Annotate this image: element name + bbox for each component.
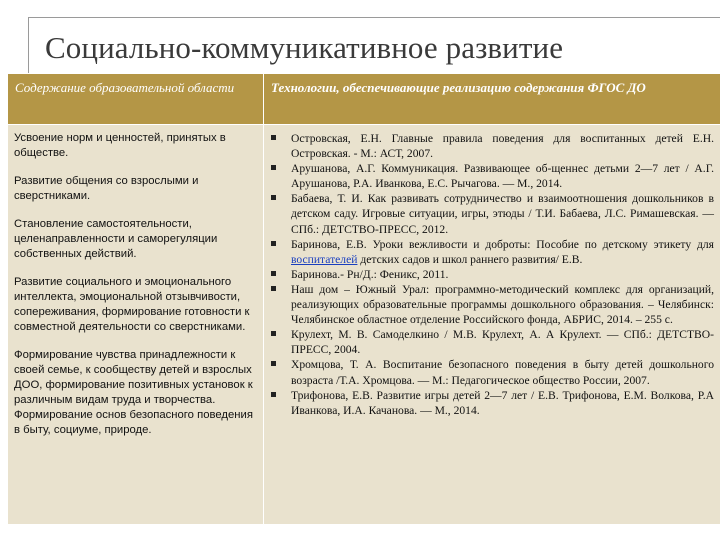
content-item: Формирование чувства принадлежности к своей семье, к сообществу детей и взрослых ДОО, формирование позитивных установок к различным видам труда и творчества. Формирование основ безопасного поведения в быту, социуме, природе. [14, 349, 253, 436]
header-left: Содержание образовательной области [8, 74, 264, 125]
square-bullet-icon [271, 271, 276, 276]
content-item: Развитие социального и эмоционального интеллекта, эмоциональной отзывчивости, сопереживания, формирование готовности к совместной деятельности со сверстниками. [14, 276, 250, 333]
reference-item: Хромцова, Т. А. Воспитание безопасного поведения в быту детей дошкольного возраста /Т.А. Хромцова. — М.: Педагогическое общество России, 2007. [291, 357, 714, 387]
square-bullet-icon [271, 361, 276, 366]
square-bullet-icon [271, 286, 276, 291]
reference-item: Баринова, Е.В. Уроки вежливости и доброты: Пособие по детскому этикету для воспитателей детских садов и школ раннего развития/ Е.В. [291, 237, 714, 267]
square-bullet-icon [271, 392, 276, 397]
content-item: Развитие общения со взрослыми и сверстниками. [14, 175, 199, 202]
table-row [8, 125, 720, 525]
reference-item: Крулехт, М. В. Самоделкино / М.В. Крулехт, А. А Крулехт. — СПб.: ДЕТСТВО-ПРЕСС, 2004. [291, 327, 714, 357]
content-item: Усвоение норм и ценностей, принятых в обществе. [14, 132, 226, 159]
content-cell [8, 125, 264, 525]
reference-item: Наш дом – Южный Урал: программно-методический комплекс для организаций, реализующих образовательные программы дошкольного образования. – Челябинск: Челябинское областное отделение Российского фонда, АБРИС, 2014. – 255 с. [291, 282, 714, 327]
reference-item: Баринова.- Рн/Д.: Феникс, 2011. [291, 267, 714, 282]
slide-title: Социально-коммуникативное развитие [45, 30, 564, 65]
square-bullet-icon [271, 165, 276, 170]
reference-item: Трифонова, Е.В. Развитие игры детей 2—7 лет / Е.В. Трифонова, Е.М. Волкова, Р.А Иванкова, И.А. Качанова. — М., 2014. [291, 388, 714, 418]
square-bullet-icon [271, 195, 276, 200]
technologies-cell [264, 125, 720, 525]
square-bullet-icon [271, 135, 276, 140]
reference-item: Островская, Е.Н. Главные правила поведения для воспитанных детей Е.Н. Островская. - М.: АСТ, 2007. [291, 131, 714, 161]
content-table [7, 73, 720, 525]
references-list [270, 131, 714, 418]
content-item: Становление самостоятельности, целенаправленности и саморегуляции собственных действий. [14, 218, 218, 260]
square-bullet-icon [271, 331, 276, 336]
header-right: Технологии, обеспечивающие реализацию содержания ФГОС ДО [264, 74, 720, 125]
reference-link[interactable]: воспитателей [291, 252, 358, 266]
table-header-row [8, 74, 720, 125]
square-bullet-icon [271, 241, 276, 246]
reference-item: Бабаева, Т. И. Как развивать сотрудничество и взаимоотношения дошкольников в детском саду. Игровые ситуации, игры, этюды / Т.И. Бабаева, Л.С. Римашевская. — СПб.: ДЕТСТВО-ПРЕСС, 2012. [291, 191, 714, 236]
reference-item: Арушанова, А.Г. Коммуникация. Развивающее об-щеннес детьми 2—7 лет / А.Г. Арушанова, Р.А. Иванкова, Е.С. Рычагова. — М., 2014. [291, 161, 714, 191]
